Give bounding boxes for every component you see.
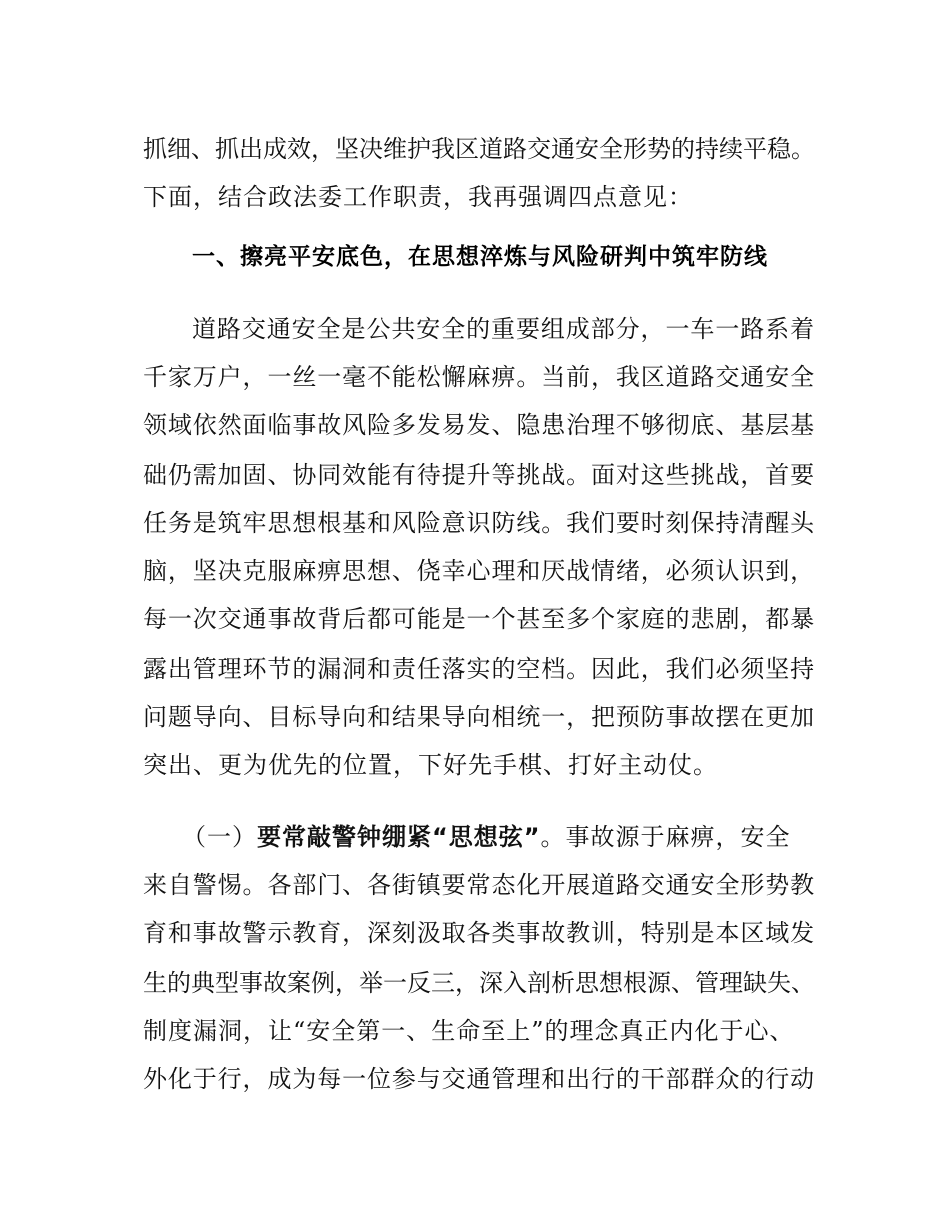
body-text-line: 制度漏洞，让“安全第一、生命至上”的理念真正内化于心、 [143, 1017, 795, 1045]
subsection-text: 。事故源于麻痹，安全 [540, 823, 791, 851]
subsection-first-line [182, 822, 791, 852]
body-text-line: 育和事故警示教育，深刻汲取各类事故教训，特别是本区域发 [143, 919, 815, 947]
body-text-line: 道路交通安全是公共安全的重要组成部分，一车一路系着 [192, 315, 815, 343]
body-text-line: 露出管理环节的漏洞和责任落实的空档。因此，我们必须坚持 [143, 655, 815, 683]
body-text-line: 外化于行，成为每一位参与交通管理和出行的干部群众的行动 [143, 1065, 815, 1093]
body-text-line: 来自警惕。各部门、各街镇要常态化开展道路交通安全形势教 [143, 871, 815, 899]
body-text-line: 抓细、抓出成效，坚决维护我区道路交通安全形势的持续平稳。 [143, 135, 815, 163]
body-text-line: 下面，结合政法委工作职责，我再强调四点意见： [143, 183, 693, 211]
body-text-line: 每一次交通事故背后都可能是一个甚至多个家庭的悲剧，都暴 [143, 605, 815, 633]
section-heading: 一、擦亮平安底色，在思想淬炼与风险研判中筑牢防线 [192, 244, 768, 270]
body-text-line: 脑，坚决克服麻痹思想、侥幸心理和厌战情绪，必须认识到， [143, 557, 815, 585]
body-text-line: 问题导向、目标导向和结果导向相统一，把预防事故摆在更加 [143, 703, 815, 731]
subsection-title: 要常敲警钟绷紧“思想弦” [257, 823, 541, 851]
subsection-number: （一） [182, 823, 257, 851]
body-text-line: 千家万户，一丝一毫不能松懈麻痹。当前，我区道路交通安全 [143, 363, 815, 391]
body-text-line: 任务是筑牢思想根基和风险意识防线。我们要时刻保持清醒头 [143, 509, 815, 537]
body-text-line: 领域依然面临事故风险多发易发、隐患治理不够彻底、基层基 [143, 411, 815, 439]
body-text-line: 生的典型事故案例，举一反三，深入剖析思想根源、管理缺失、 [143, 969, 815, 997]
body-text-line: 础仍需加固、协同效能有待提升等挑战。面对这些挑战，首要 [143, 461, 815, 489]
body-text-line: 突出、更为优先的位置，下好先手棋、打好主动仗。 [143, 751, 718, 779]
